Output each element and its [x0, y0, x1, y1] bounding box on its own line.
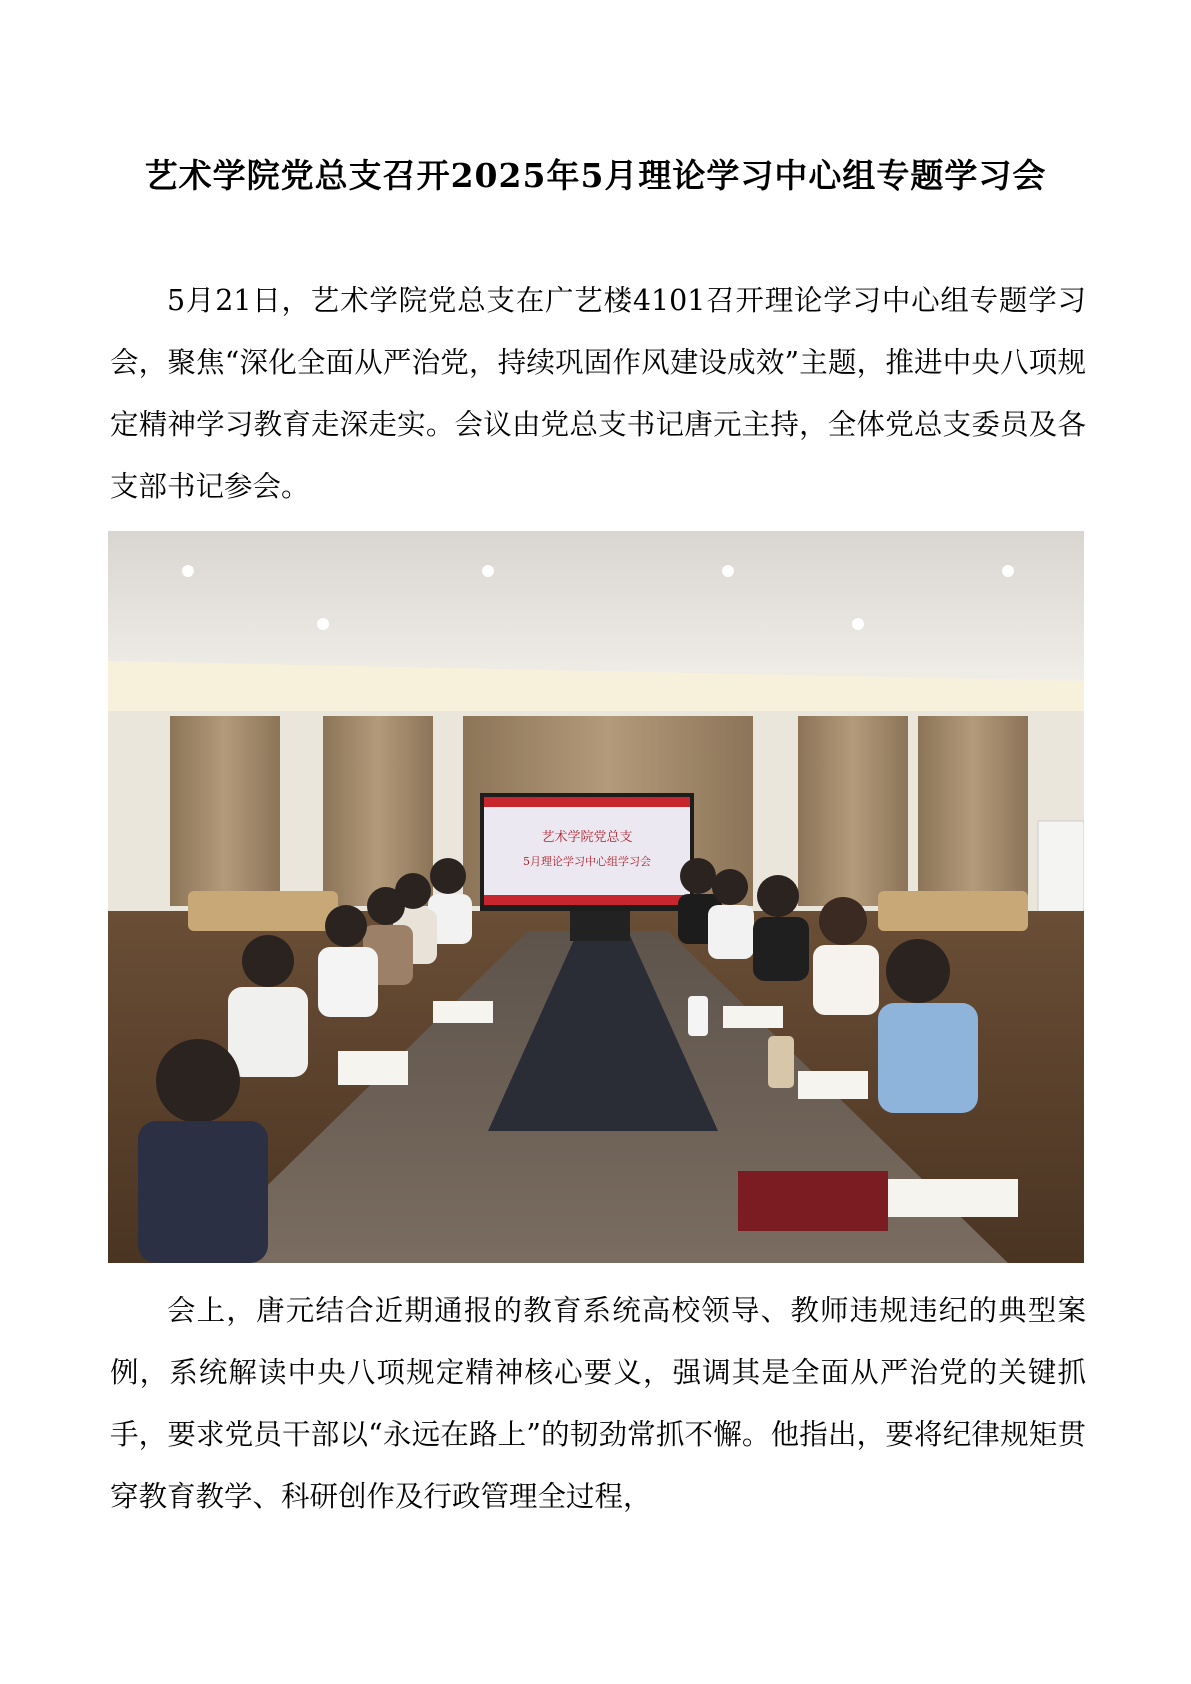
paragraph-body: 会上，唐元结合近期通报的教育系统高校领导、教师违规违纪的典型案例，系统解读中央八项规定精神核心要义，强调其是全面从严治党的关键抓手，要求党员干部以“永远在路上”的韧劲常抓不懈。他指出，要将纪律规矩贯穿教育教学、科研创作及行政管理全过程， — [110, 1294, 1086, 1513]
red-folder — [738, 1171, 888, 1231]
notebook — [888, 1179, 1018, 1217]
screen-text-line1: 艺术学院党总支 — [541, 830, 633, 845]
screen-text-line2: 5月理论学习中心组学习会 — [523, 855, 651, 868]
paragraph-intro: 5月21日，艺术学院党总支在广艺楼4101召开理论学习中心组专题学习会，聚焦“深化全面从严治党，持续巩固作风建设成效”主题，推进中央八项规定精神学习教育走深走实。会议由党总支书记唐元主持，全体党总支委员及各支部书记参会。 — [110, 284, 1086, 503]
drink-bottle — [768, 1036, 794, 1088]
article-title: 艺术学院党总支召开2025年5月理论学习中心组专题学习会 — [144, 156, 1047, 195]
projector — [570, 911, 630, 941]
meeting-photo — [108, 531, 1084, 1263]
water-bottle — [688, 996, 708, 1036]
